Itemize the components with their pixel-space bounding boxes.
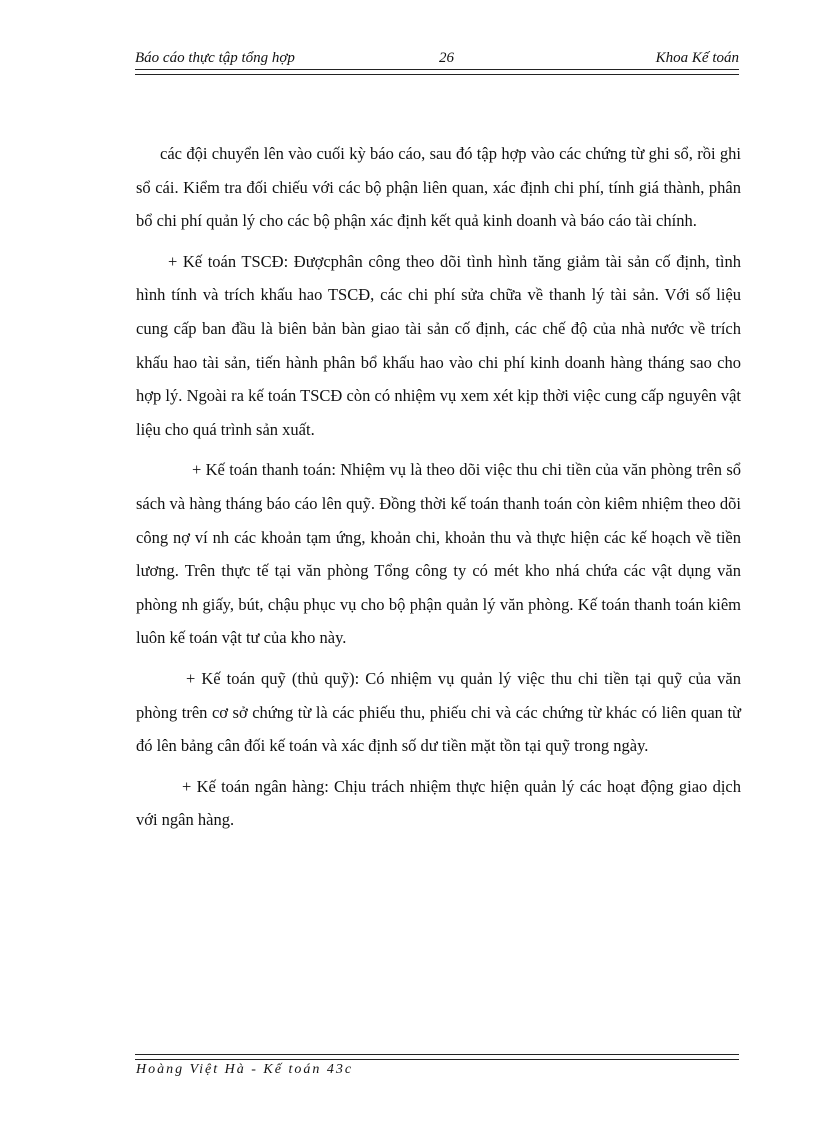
paragraph-fixed-asset-accounting: + Kế toán TSCĐ: Đượcphân công theo dõi tình hình tăng giảm tài sản cố định, tình hình tính và trích khấu hao TSCĐ, các chi phí sửa chữa về thanh lý tài sản. Với số liệu cung cấp ban đầu là biên bản bàn giao tài sản cố định, các chế độ của nhà nước về trích khấu hao tài sản, tiến hành phân bổ khấu hao vào chi phí kinh doanh hàng tháng sao cho hợp lý. Ngoài ra kế toán TSCĐ còn có nhiệm vụ xem xét kịp thời việc cung cấp nguyên vật liệu cho quá trình sản xuất. bbox=[136, 251, 741, 439]
paragraph-bank-accounting: + Kế toán ngân hàng: Chịu trách nhiệm thực hiện quản lý các hoạt động giao dịch với ngân hàng. bbox=[136, 776, 741, 830]
header-department: Khoa Kế toán bbox=[655, 50, 739, 66]
document-body bbox=[136, 137, 741, 837]
header-rule bbox=[135, 69, 739, 75]
paragraph-cost-accounting: các đội chuyển lên vào cuối kỳ báo cáo, sau đó tập hợp vào các chứng từ ghi sổ, rồi ghi sổ cái. Kiểm tra đối chiếu với các bộ phận liên quan, xác định chi phí, tính giá thành, phân bổ chi phí quản lý cho các bộ phận xác định kết quả kinh doanh và báo cáo tài chính. bbox=[136, 144, 741, 231]
page-number: 26 bbox=[439, 50, 454, 66]
paragraph-payment-accounting: + Kế toán thanh toán: Nhiệm vụ là theo dõi việc thu chi tiền của văn phòng trên sổ sách và hàng tháng báo cáo lên quỹ. Đồng thời kế toán thanh toán còn kiêm nhiệm theo dõi công nợ ví nh các khoản tạm ứng, khoản chi, khoản thu và thực hiện các kế hoạch về tiền lương. Trên thực tế tại văn phòng Tổng công ty có mét kho nhá chứa các vật dụng văn phòng nh giấy, bút, chậu phục vụ cho bộ phận quản lý văn phòng. Kế toán thanh toán kiêm luôn kế toán vật tư của kho này. bbox=[136, 460, 741, 648]
header-report-title: Báo cáo thực tập tổng hợp bbox=[135, 50, 295, 66]
footer-rule bbox=[135, 1054, 739, 1060]
paragraph-cashier: + Kế toán quỹ (thủ quỹ): Có nhiệm vụ quản lý việc thu chi tiền tại quỹ của văn phòng trên cơ sở chứng từ là các phiếu thu, phiếu chi và các chứng từ khác có liên quan từ đó lên bảng cân đối kế toán và xác định số dư tiền mặt tồn tại quỹ trong ngày. bbox=[136, 668, 741, 756]
footer-author: Hoàng Việt Hà - Kế toán 43c bbox=[136, 1062, 354, 1077]
